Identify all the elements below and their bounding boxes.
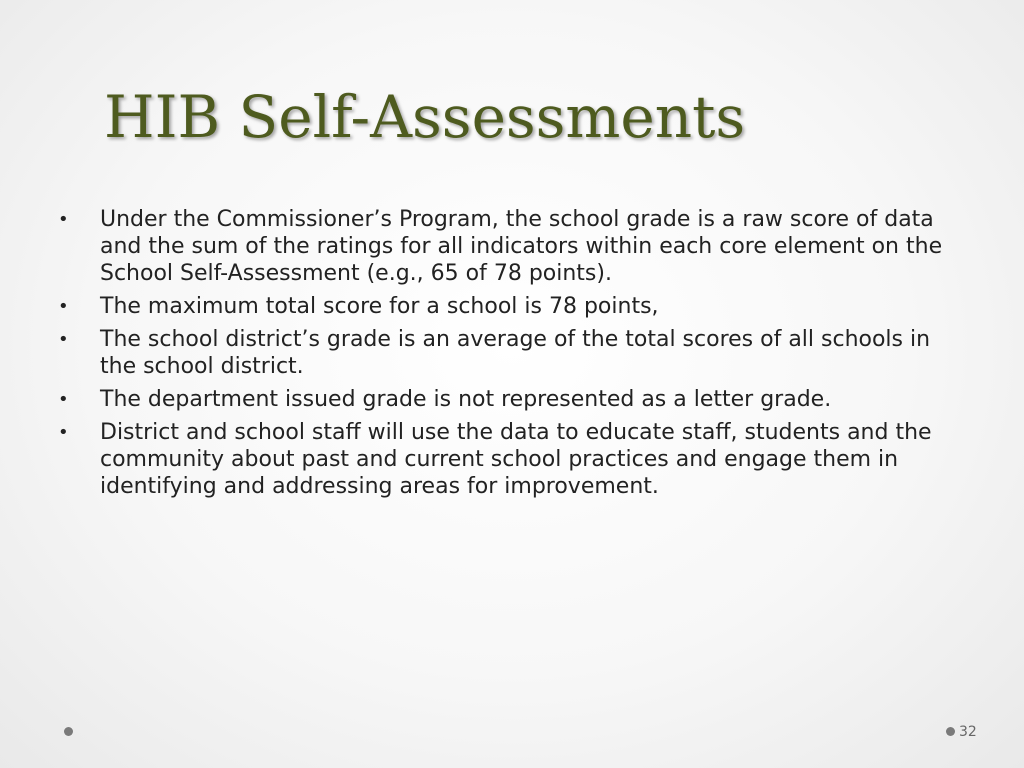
bullet-item bbox=[58, 326, 958, 380]
slide-title: HIB Self-Assessments bbox=[104, 83, 746, 151]
bullet-marker: • bbox=[58, 422, 69, 443]
bullet-item bbox=[58, 386, 958, 413]
page-number: 32 bbox=[959, 724, 977, 740]
bullet-text: The department issued grade is not represented as a letter grade. bbox=[100, 387, 832, 412]
bullet-text: The maximum total score for a school is 78 points, bbox=[100, 294, 659, 319]
bullet-marker: • bbox=[58, 329, 69, 350]
bullet-marker: • bbox=[58, 209, 69, 230]
footer-dot-left-icon bbox=[64, 727, 73, 736]
bullet-item bbox=[58, 419, 958, 500]
bullet-item bbox=[58, 293, 958, 320]
bullet-text: Under the Commissioner’s Program, the school grade is a raw score of data and the sum of the ratings for all indicators within each core element on the School Self-Assessment (e.g., 65 of 78 points). bbox=[100, 207, 943, 286]
bullet-text: The school district’s grade is an average of the total scores of all schools in the school district. bbox=[100, 327, 931, 379]
bullet-list bbox=[58, 206, 958, 506]
bullet-item bbox=[58, 206, 958, 287]
footer-dot-right-icon bbox=[946, 727, 955, 736]
bullet-marker: • bbox=[58, 389, 69, 410]
bullet-text: District and school staff will use the data to educate staff, students and the community about past and current school practices and engage them in identifying and addressing areas for improvement. bbox=[100, 420, 932, 499]
bullet-marker: • bbox=[58, 296, 69, 317]
